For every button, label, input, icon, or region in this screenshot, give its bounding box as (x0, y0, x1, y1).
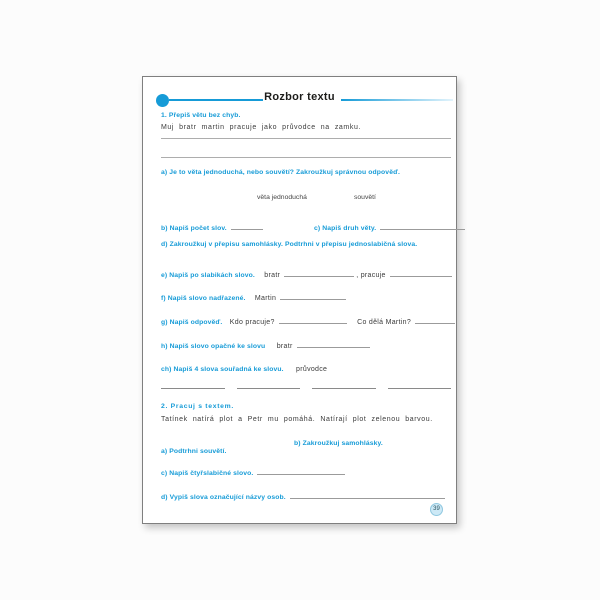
writing-line (161, 138, 451, 139)
task1-item-ch-row (161, 358, 451, 376)
task1-item-f: f) Napiš slovo nadřazené. (161, 295, 246, 302)
choice-simple-sentence: věta jednoduchá (257, 194, 307, 201)
task1-item-a: a) Je to věta jednoduchá, nebo souvětí? Zakroužkuj správnou odpověď. (161, 169, 401, 176)
task1-item-e: e) Napiš po slabikách slovo. (161, 272, 255, 279)
task1-item-g-q2: Co dělá Martin? (357, 319, 412, 326)
task2-sentence: Tatínek natírá plot a Petr mu pomáhá. Natírají plot zelenou barvou. (161, 416, 433, 423)
answer-line (231, 223, 263, 230)
writing-line (161, 157, 451, 158)
task1-item-c-group (314, 217, 465, 235)
task1-item-h: h) Napiš slovo opačné ke slovu (161, 343, 266, 350)
answer-line (290, 492, 445, 499)
task1-row-bc (161, 217, 451, 235)
task2-item-c: c) Napiš čtyřslabičné slovo. (161, 470, 254, 477)
task1-item-h-word: bratr (276, 343, 293, 350)
task1-item-f-row (161, 287, 451, 305)
task1-item-h-row (161, 335, 451, 353)
task2-item-d: d) Vypiš slova označující názvy osob. (161, 494, 286, 501)
task1-item-e-word2: , pracuje (356, 272, 386, 279)
task1-item-f-word: Martin (254, 295, 277, 302)
task2-item-b: b) Zakroužkuj samohlásky. (294, 440, 383, 447)
task1-item-g: g) Napiš odpověď. (161, 319, 223, 326)
title-rule-right (341, 99, 453, 101)
task1-item-d: d) Zakroužkuj v přepisu samohlásky. Podtrhni v přepisu jednoslabičná slova. (161, 241, 418, 248)
task2-row-ab (161, 440, 451, 458)
task1-item-c: c) Napiš druh věty. (314, 225, 377, 232)
answer-line (284, 270, 354, 277)
task1-item-ch-word: průvodce (296, 366, 328, 373)
page-number-badge: 39 (430, 503, 443, 516)
answer-line (279, 317, 347, 324)
answer-line (312, 381, 376, 389)
task1-sentence: Muj bratr martin pracuje jako průvodce na zamku. (161, 124, 361, 131)
task2-item-c-row (161, 462, 451, 480)
task1-heading: 1. Přepiš větu bez chyb. (161, 112, 241, 119)
task1-item-e-row (161, 264, 451, 282)
answer-line (280, 293, 346, 300)
task1-item-e-word1: bratr (264, 272, 281, 279)
answer-line (415, 317, 455, 324)
answer-line (161, 381, 225, 389)
answer-line (380, 223, 465, 230)
task2-item-a: a) Podtrhni souvětí. (161, 448, 227, 455)
task1-item-g-q1: Kdo pracuje? (229, 319, 275, 326)
page-title: Rozbor textu (264, 91, 335, 103)
task1-item-b: b) Napiš počet slov. (161, 225, 227, 232)
answer-line (257, 468, 345, 475)
task1-item-ch: ch) Napiš 4 slova souřadná ke slovu. (161, 366, 284, 373)
answer-line (388, 381, 452, 389)
choice-compound-sentence: souvětí (354, 194, 376, 201)
answer-line (297, 341, 370, 348)
answer-line (237, 381, 301, 389)
task2-item-d-row (161, 486, 451, 504)
worksheet-page (142, 76, 457, 524)
four-answer-lines (161, 381, 451, 389)
task1-item-g-row (161, 311, 451, 329)
task2-heading: 2. Pracuj s textem. (161, 403, 234, 410)
answer-line (390, 270, 452, 277)
